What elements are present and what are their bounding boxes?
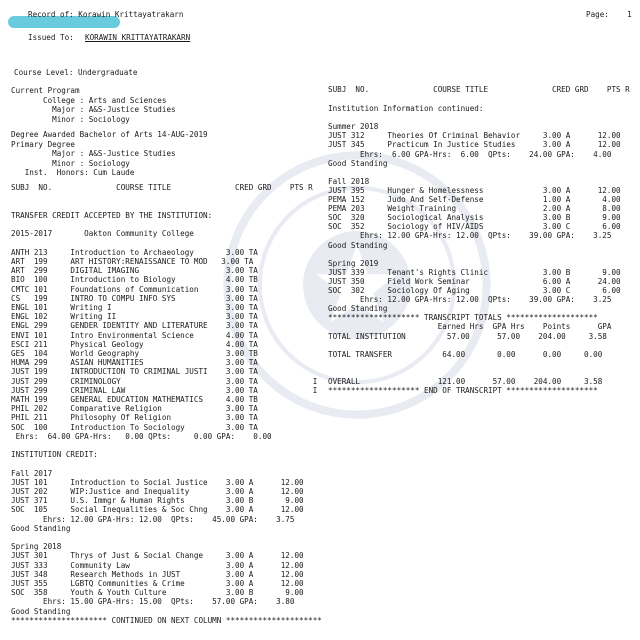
transcript-line: SOC 352 Sociology of HIV/AIDS 3.00 C 6.00 (328, 222, 621, 232)
transcript-line: Ehrs: 12.00 GPA-Hrs: 12.00 QPts: 45.00 GPA: 3.75 (11, 514, 295, 524)
transcript-line: SOC 105 Social Inequalities & Soc Chng 3.00 A 12.00 (11, 505, 304, 515)
transcript-line: Good Standing (11, 606, 71, 616)
program-line: Major : A&S-Justice Studies (11, 105, 176, 114)
transcript-line: Ehrs: 12.00 GPA-Hrs: 12.00 QPts: 39.00 GPA: 3.25 (328, 295, 612, 305)
transcript-line: Fall 2018 (328, 176, 370, 186)
transcript-line: Ehrs: 15.00 GPA-Hrs: 15.00 QPts: 57.00 GPA: 3.80 (11, 597, 295, 607)
transcript-line: JUST 299 CRIMINOLOGY 3.00 TA I (11, 376, 318, 386)
transcript-line: ********************* CONTINUED ON NEXT COLUMN ********************* (11, 615, 322, 625)
transcript-line: Earned Hrs GPA Hrs Points GPA (328, 322, 612, 332)
transcript-line: JUST 101 Introduction to Social Justice 3.00 A 12.00 (11, 477, 304, 487)
transcript-line: Institution Information continued: (328, 104, 484, 113)
transcript-line: Spring 2018 (11, 542, 62, 552)
transcript-line: Fall 2017 (11, 468, 53, 478)
transcript-line: TRANSFER CREDIT ACCEPTED BY THE INSTITUTION: (11, 211, 213, 220)
transcript-line: JUST 355 LGBTQ Communities & Crime 3.00 A 12.00 (11, 579, 304, 588)
degree-line: Degree Awarded Bachelor of Arts 14-AUG-2019 (11, 130, 208, 139)
transcript-line: Ehrs: 12.00 GPA-Hrs: 12.00 QPts: 39.00 GPA: 3.25 (328, 231, 612, 241)
program-line: Current Program (11, 86, 80, 95)
transcript-line: Ehrs: 64.00 GPA-Hrs: 0.00 QPts: 0.00 GPA: 0.00 (11, 431, 272, 441)
transcript-line: ART 199 ART HISTORY:RENAISSANCE TO MOD 3.00 TA (11, 257, 254, 266)
transcript-line: 2015-2017 Oakton Community College (11, 229, 194, 239)
issued-to-name: KORAWIN KRITTAYATRAKARN (85, 33, 191, 42)
transcript-line: TOTAL INSTITUTION 57.00 57.00 204.00 3.58 (328, 331, 607, 341)
transcript-line: ENGL 299 GENDER IDENTITY AND LITERATURE 3.00 TA (11, 321, 258, 331)
transcript-line: JUST 312 Theories Of Criminal Behavior 3.00 A 12.00 (328, 131, 621, 141)
transcript-line: Good Standing (328, 240, 388, 250)
transcript-line: PHIL 211 Philosophy Of Religion 3.00 TA (11, 413, 258, 423)
transcript-line: Good Standing (11, 523, 71, 533)
transcript-line: PEMA 203 Weight Training 2.00 A 8.00 (328, 204, 621, 214)
transcript-line: SOC 358 Youth & Youth Culture 3.00 B 9.00 (11, 588, 304, 598)
program-line: College : Arts and Sciences (11, 95, 167, 105)
transcript-line: ANTH 213 Introduction to Archaeology 3.00 TA (11, 247, 258, 257)
transcript-line: Spring 2019 (328, 258, 379, 268)
transcript-line: PHIL 202 Comparative Religion 3.00 TA (11, 404, 258, 414)
transcript-line: MATH 199 GENERAL EDUCATION MATHEMATICS 4.00 TB (11, 395, 258, 404)
transcript-line: JUST 371 U.S. Immgr & Human Rights 3.00 B 9.00 (11, 496, 304, 506)
transcript-line: ******************** TRANSCRIPT TOTALS ******************** (328, 313, 598, 323)
transcript-line: JUST 395 Hunger & Homelessness 3.00 A 12.00 (328, 185, 621, 195)
transcript-line: JUST 345 Practicum In Justice Studies 3.00 A 12.00 (328, 140, 621, 150)
transcript-line: SOC 100 Introduction To Sociology 3.00 TA (11, 422, 258, 432)
transcript-line: OVERALL 121.00 57.00 204.00 3.58 (328, 377, 603, 386)
issued-to-label: Issued To: (28, 33, 74, 42)
transcript-line: JUST 339 Tenant's Rights Clinic 3.00 B 9.00 (328, 267, 621, 277)
left-column-header: SUBJ NO. COURSE TITLE CRED GRD PTS R (11, 183, 313, 192)
transcript-line: Ehrs: 6.00 GPA-Hrs: 6.00 QPts: 24.00 GPA: 4.00 (328, 149, 612, 159)
transcript-line: ESCI 211 Physical Geology 4.00 TA (11, 339, 258, 349)
transcript-line: INSTITUTION CREDIT: (11, 450, 98, 460)
transcript-line: ENGL 101 Writing I 3.00 TA (11, 303, 258, 312)
transcript-line: BIO 100 Introduction to Biology 4.00 TB (11, 275, 258, 285)
transcript-line: ******************** END OF TRANSCRIPT ******************** (328, 386, 598, 396)
record-of: Record of: Korawin Krittayatrakarn (28, 10, 184, 19)
degree-line: Major : A&S-Justice Studies (11, 149, 176, 158)
transcript-line: JUST 301 Thrys of Just & Social Change 3.00 A 12.00 (11, 551, 304, 561)
transcript-line: JUST 350 Field Work Seminar 6.00 A 24.00 (328, 276, 621, 286)
transcript-line: Good Standing (328, 304, 388, 314)
transcript-line: JUST 202 WIP:Justice and Inequality 3.00 A 12.00 (11, 487, 304, 496)
transcript-line: Summer 2018 (328, 122, 379, 132)
transcript-line: JUST 199 INTRODUCTION TO CRIMINAL JUSTI 3.00 TA (11, 367, 258, 377)
program-line: Minor : Sociology (11, 114, 130, 124)
transcript-line: ENGL 102 Writing II 3.00 TA (11, 312, 258, 322)
transcript-line: SOC 302 Sociology Of Aging 3.00 C 6.00 (328, 286, 621, 295)
transcript-line: HUMA 299 ASIAN HUMANITIES 3.00 TA (11, 358, 258, 368)
transcript-line: JUST 333 Community Law 3.00 A 12.00 (11, 560, 304, 570)
transcript-line: ENVI 101 Intro Environmental Science 4.00 TA (11, 330, 258, 340)
transcript-line: TOTAL TRANSFER 64.00 0.00 0.00 0.00 (328, 349, 603, 359)
transcript-line: JUST 299 CRIMINAL LAW 3.00 TA I (11, 385, 318, 395)
right-column-header: SUBJ NO. COURSE TITLE CRED GRD PTS R (328, 85, 630, 94)
course-level: Course Level: Undergraduate (14, 68, 138, 77)
degree-line: Minor : Sociology (11, 158, 130, 168)
transcript-line: GES 104 World Geography 3.00 TB (11, 349, 258, 358)
transcript-line: Good Standing (328, 158, 388, 168)
degree-line: Primary Degree (11, 139, 76, 149)
degree-line: Inst. Honors: Cum Laude (11, 168, 135, 177)
transcript-line: JUST 348 Research Methods in JUST 3.00 A 12.00 (11, 569, 304, 579)
transcript-line: SOC 320 Sociological Analysis 3.00 B 9.00 (328, 213, 621, 223)
transcript-line: PEMA 152 Judo And Self-Defense 1.00 A 4.00 (328, 195, 621, 204)
transcript-line: CS 199 INTRO TO COMPU INFO SYS 3.00 TA (11, 293, 258, 303)
transcript-line: CMTC 101 Foundations of Communication 3.00 TA (11, 284, 258, 294)
transcript-line: ART 299 DIGITAL IMAGING 3.00 TA (11, 266, 258, 276)
page-number: Page: 1 (586, 10, 632, 19)
